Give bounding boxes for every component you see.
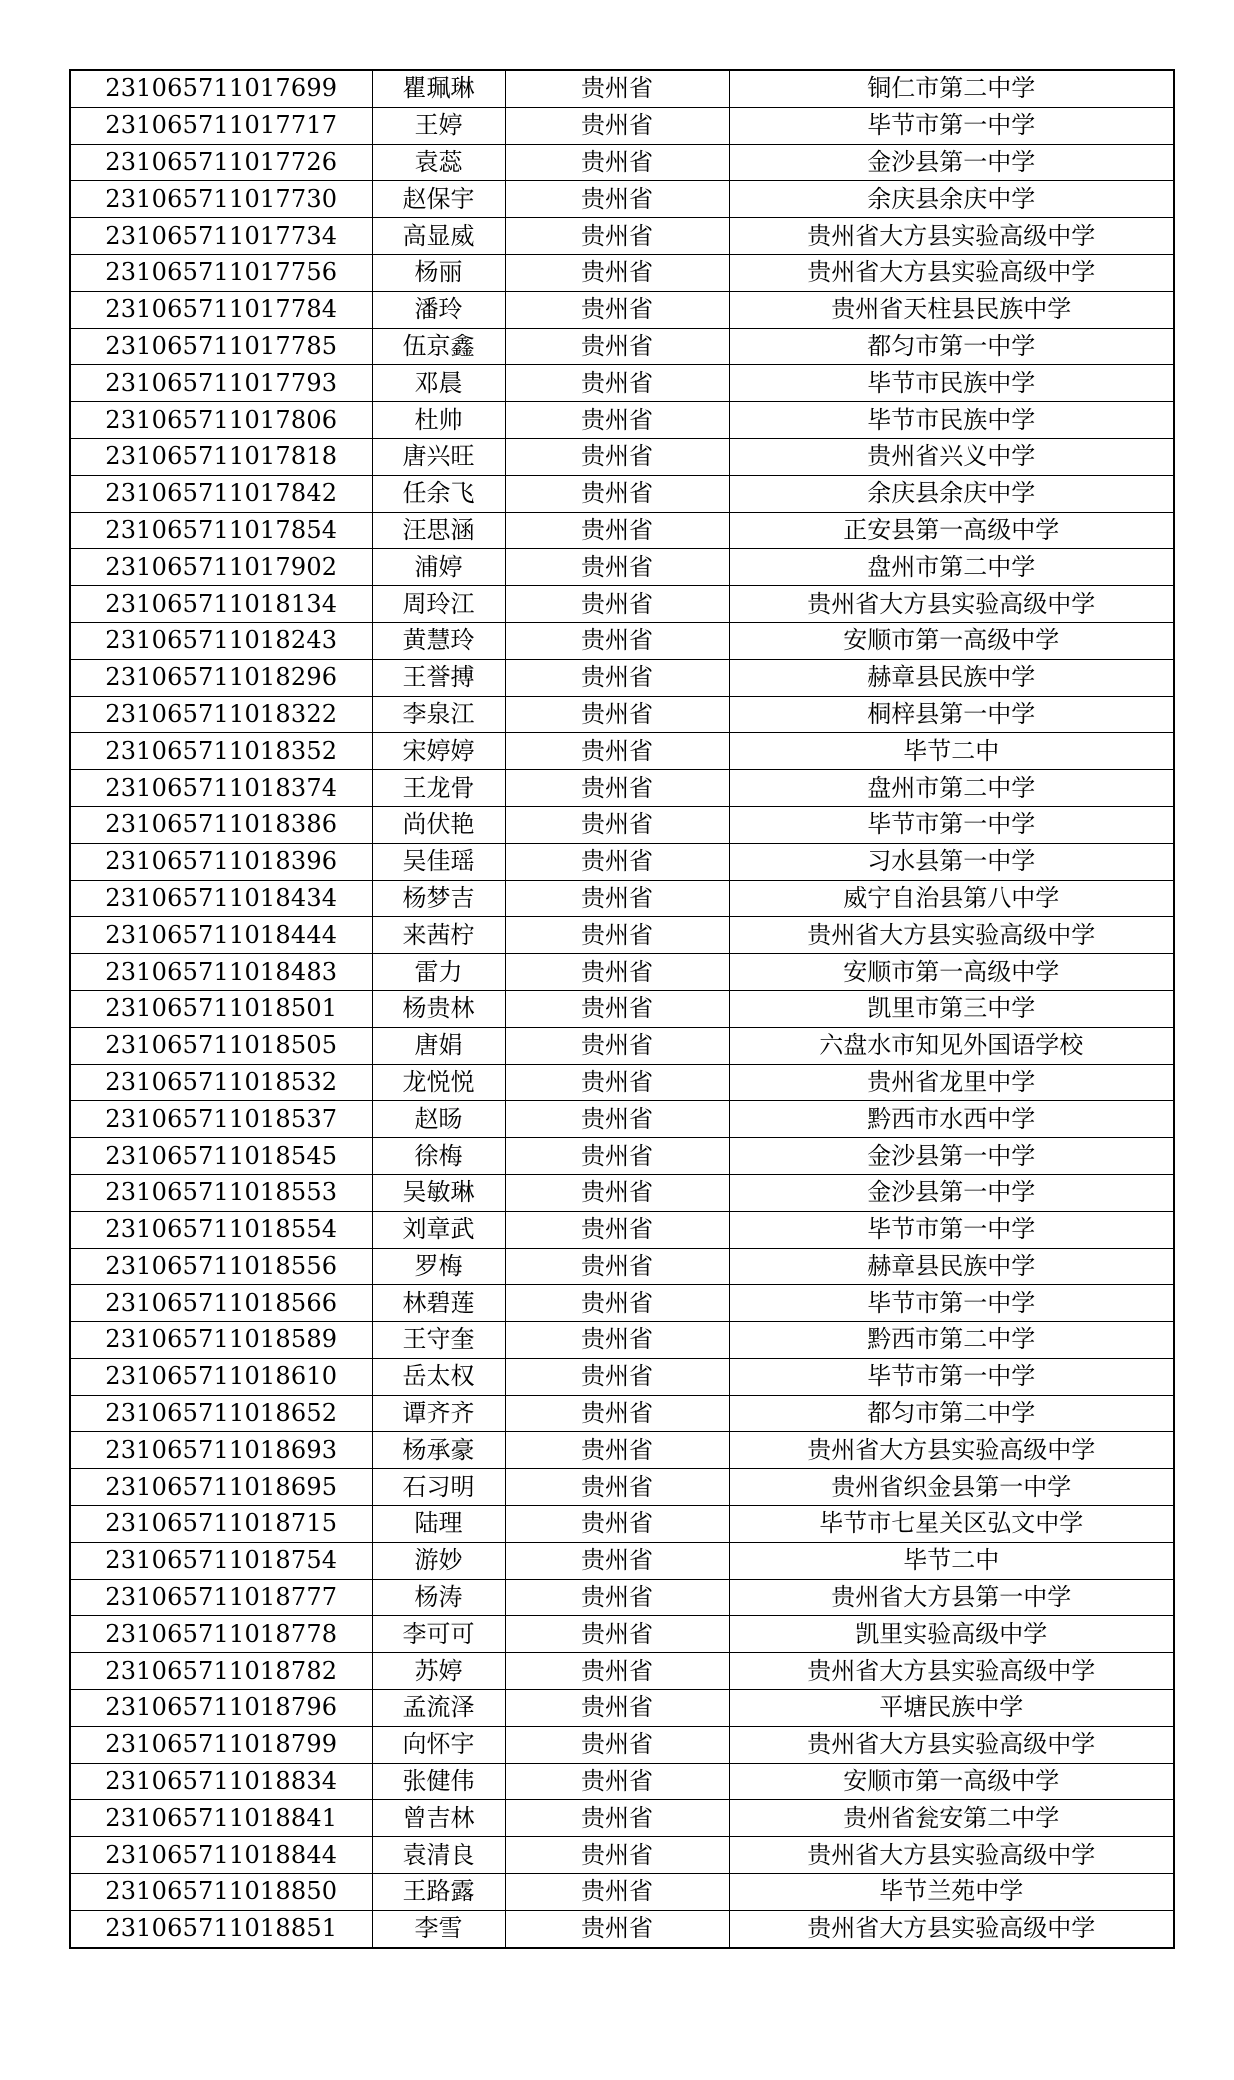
student-name-cell: 吴佳瑶	[372, 843, 505, 880]
candidate-id-cell: 231065711018782	[70, 1653, 372, 1690]
province-cell: 贵州省	[505, 1101, 729, 1138]
student-name-cell: 谭齐齐	[372, 1395, 505, 1432]
table-row	[70, 880, 1174, 917]
school-cell: 贵州省大方县实验高级中学	[729, 917, 1174, 954]
table-row	[70, 1395, 1174, 1432]
school-cell: 赫章县民族中学	[729, 1248, 1174, 1285]
table-row	[70, 1653, 1174, 1690]
province-cell: 贵州省	[505, 1616, 729, 1653]
candidate-id-cell: 231065711018134	[70, 586, 372, 623]
student-name-cell: 龙悦悦	[372, 1064, 505, 1101]
province-cell: 贵州省	[505, 1469, 729, 1506]
province-cell: 贵州省	[505, 990, 729, 1027]
student-name-cell: 王婷	[372, 107, 505, 144]
candidate-id-cell: 231065711018296	[70, 659, 372, 696]
student-name-cell: 李泉江	[372, 696, 505, 733]
province-cell: 贵州省	[505, 1579, 729, 1616]
student-name-cell: 杨贵林	[372, 990, 505, 1027]
table-row	[70, 1322, 1174, 1359]
province-cell: 贵州省	[505, 218, 729, 255]
school-cell: 贵州省大方县实验高级中学	[729, 1910, 1174, 1947]
school-cell: 贵州省天柱县民族中学	[729, 291, 1174, 328]
candidate-id-cell: 231065711018841	[70, 1800, 372, 1837]
candidate-id-cell: 231065711018396	[70, 843, 372, 880]
table-row	[70, 1064, 1174, 1101]
province-cell: 贵州省	[505, 1726, 729, 1763]
province-cell: 贵州省	[505, 1358, 729, 1395]
student-name-cell: 曾吉林	[372, 1800, 505, 1837]
table-row	[70, 254, 1174, 291]
candidate-id-cell: 231065711018566	[70, 1285, 372, 1322]
candidate-id-cell: 231065711018537	[70, 1101, 372, 1138]
table-row	[70, 1910, 1174, 1947]
table-row	[70, 144, 1174, 181]
candidate-id-cell: 231065711018352	[70, 733, 372, 770]
roster-body	[70, 70, 1174, 1948]
candidate-id-cell: 231065711018505	[70, 1027, 372, 1064]
candidate-id-cell: 231065711018754	[70, 1542, 372, 1579]
student-name-cell: 邓晨	[372, 365, 505, 402]
province-cell: 贵州省	[505, 880, 729, 917]
province-cell: 贵州省	[505, 1064, 729, 1101]
school-cell: 贵州省瓮安第二中学	[729, 1800, 1174, 1837]
province-cell: 贵州省	[505, 770, 729, 807]
student-name-cell: 杨承豪	[372, 1432, 505, 1469]
province-cell: 贵州省	[505, 1285, 729, 1322]
student-name-cell: 伍京鑫	[372, 328, 505, 365]
table-row	[70, 1285, 1174, 1322]
candidate-id-cell: 231065711018652	[70, 1395, 372, 1432]
candidate-id-cell: 231065711017699	[70, 70, 372, 107]
candidate-id-cell: 231065711018695	[70, 1469, 372, 1506]
candidate-id-cell: 231065711017726	[70, 144, 372, 181]
candidate-id-cell: 231065711018434	[70, 880, 372, 917]
student-name-cell: 杨涛	[372, 1579, 505, 1616]
student-name-cell: 杜帅	[372, 402, 505, 439]
candidate-id-cell: 231065711018844	[70, 1837, 372, 1874]
school-cell: 毕节二中	[729, 1542, 1174, 1579]
candidate-id-cell: 231065711018322	[70, 696, 372, 733]
province-cell: 贵州省	[505, 1027, 729, 1064]
province-cell: 贵州省	[505, 181, 729, 218]
candidate-id-cell: 231065711017734	[70, 218, 372, 255]
province-cell: 贵州省	[505, 1506, 729, 1543]
student-name-cell: 尚伏艳	[372, 806, 505, 843]
student-name-cell: 唐兴旺	[372, 438, 505, 475]
table-row	[70, 1616, 1174, 1653]
school-cell: 贵州省大方县实验高级中学	[729, 218, 1174, 255]
school-cell: 贵州省大方县实验高级中学	[729, 254, 1174, 291]
province-cell: 贵州省	[505, 1800, 729, 1837]
table-row	[70, 181, 1174, 218]
student-name-cell: 来茜柠	[372, 917, 505, 954]
student-name-cell: 赵旸	[372, 1101, 505, 1138]
school-cell: 凯里实验高级中学	[729, 1616, 1174, 1653]
table-row	[70, 402, 1174, 439]
candidate-id-cell: 231065711018850	[70, 1874, 372, 1911]
table-row	[70, 475, 1174, 512]
table-row	[70, 1690, 1174, 1727]
candidate-id-cell: 231065711017793	[70, 365, 372, 402]
province-cell: 贵州省	[505, 1211, 729, 1248]
province-cell: 贵州省	[505, 954, 729, 991]
student-name-cell: 苏婷	[372, 1653, 505, 1690]
table-row	[70, 1248, 1174, 1285]
table-row	[70, 1358, 1174, 1395]
school-cell: 黔西市水西中学	[729, 1101, 1174, 1138]
province-cell: 贵州省	[505, 1174, 729, 1211]
candidate-id-cell: 231065711018483	[70, 954, 372, 991]
school-cell: 安顺市第一高级中学	[729, 622, 1174, 659]
candidate-id-cell: 231065711018610	[70, 1358, 372, 1395]
roster-table	[69, 69, 1175, 1949]
candidate-id-cell: 231065711018554	[70, 1211, 372, 1248]
province-cell: 贵州省	[505, 733, 729, 770]
province-cell: 贵州省	[505, 438, 729, 475]
student-name-cell: 袁蕊	[372, 144, 505, 181]
school-cell: 毕节兰苑中学	[729, 1874, 1174, 1911]
table-row	[70, 843, 1174, 880]
table-row	[70, 365, 1174, 402]
school-cell: 毕节市民族中学	[729, 402, 1174, 439]
province-cell: 贵州省	[505, 1837, 729, 1874]
school-cell: 毕节市第一中学	[729, 806, 1174, 843]
table-row	[70, 1874, 1174, 1911]
student-name-cell: 宋婷婷	[372, 733, 505, 770]
province-cell: 贵州省	[505, 475, 729, 512]
candidate-id-cell: 231065711017902	[70, 549, 372, 586]
student-name-cell: 雷力	[372, 954, 505, 991]
table-row	[70, 1763, 1174, 1800]
province-cell: 贵州省	[505, 549, 729, 586]
table-row	[70, 1506, 1174, 1543]
school-cell: 贵州省大方县实验高级中学	[729, 586, 1174, 623]
candidate-id-cell: 231065711018851	[70, 1910, 372, 1947]
school-cell: 黔西市第二中学	[729, 1322, 1174, 1359]
student-name-cell: 林碧莲	[372, 1285, 505, 1322]
school-cell: 贵州省大方县实验高级中学	[729, 1432, 1174, 1469]
school-cell: 毕节市民族中学	[729, 365, 1174, 402]
school-cell: 正安县第一高级中学	[729, 512, 1174, 549]
candidate-id-cell: 231065711018834	[70, 1763, 372, 1800]
school-cell: 威宁自治县第八中学	[729, 880, 1174, 917]
student-name-cell: 潘玲	[372, 291, 505, 328]
table-row	[70, 512, 1174, 549]
candidate-id-cell: 231065711017818	[70, 438, 372, 475]
table-row	[70, 954, 1174, 991]
candidate-id-cell: 231065711018693	[70, 1432, 372, 1469]
table-row	[70, 438, 1174, 475]
candidate-id-cell: 231065711018777	[70, 1579, 372, 1616]
student-name-cell: 高显威	[372, 218, 505, 255]
province-cell: 贵州省	[505, 512, 729, 549]
student-name-cell: 王守奎	[372, 1322, 505, 1359]
candidate-id-cell: 231065711018589	[70, 1322, 372, 1359]
student-name-cell: 李可可	[372, 1616, 505, 1653]
school-cell: 贵州省大方县实验高级中学	[729, 1653, 1174, 1690]
student-name-cell: 吴敏琳	[372, 1174, 505, 1211]
school-cell: 贵州省大方县实验高级中学	[729, 1726, 1174, 1763]
student-name-cell: 徐梅	[372, 1138, 505, 1175]
table-row	[70, 70, 1174, 107]
school-cell: 赫章县民族中学	[729, 659, 1174, 696]
province-cell: 贵州省	[505, 696, 729, 733]
school-cell: 贵州省大方县实验高级中学	[729, 1837, 1174, 1874]
province-cell: 贵州省	[505, 291, 729, 328]
school-cell: 贵州省织金县第一中学	[729, 1469, 1174, 1506]
school-cell: 毕节市第一中学	[729, 1211, 1174, 1248]
school-cell: 贵州省龙里中学	[729, 1064, 1174, 1101]
candidate-id-cell: 231065711018796	[70, 1690, 372, 1727]
province-cell: 贵州省	[505, 365, 729, 402]
table-row	[70, 1432, 1174, 1469]
province-cell: 贵州省	[505, 1874, 729, 1911]
student-name-cell: 赵保宇	[372, 181, 505, 218]
table-row	[70, 1800, 1174, 1837]
school-cell: 安顺市第一高级中学	[729, 1763, 1174, 1800]
province-cell: 贵州省	[505, 917, 729, 954]
school-cell: 金沙县第一中学	[729, 1138, 1174, 1175]
school-cell: 铜仁市第二中学	[729, 70, 1174, 107]
table-row	[70, 1027, 1174, 1064]
candidate-id-cell: 231065711017806	[70, 402, 372, 439]
candidate-id-cell: 231065711018545	[70, 1138, 372, 1175]
province-cell: 贵州省	[505, 1910, 729, 1947]
table-row	[70, 1469, 1174, 1506]
table-row	[70, 622, 1174, 659]
student-name-cell: 孟流泽	[372, 1690, 505, 1727]
table-row	[70, 218, 1174, 255]
candidate-id-cell: 231065711018799	[70, 1726, 372, 1763]
school-cell: 都匀市第一中学	[729, 328, 1174, 365]
table-row	[70, 549, 1174, 586]
school-cell: 余庆县余庆中学	[729, 181, 1174, 218]
candidate-id-cell: 231065711018778	[70, 1616, 372, 1653]
candidate-id-cell: 231065711017756	[70, 254, 372, 291]
candidate-id-cell: 231065711017785	[70, 328, 372, 365]
table-row	[70, 659, 1174, 696]
student-name-cell: 任余飞	[372, 475, 505, 512]
table-row	[70, 806, 1174, 843]
school-cell: 毕节市第一中学	[729, 107, 1174, 144]
school-cell: 毕节市第一中学	[729, 1285, 1174, 1322]
student-name-cell: 汪思涵	[372, 512, 505, 549]
school-cell: 桐梓县第一中学	[729, 696, 1174, 733]
student-name-cell: 王龙骨	[372, 770, 505, 807]
province-cell: 贵州省	[505, 1138, 729, 1175]
student-name-cell: 浦婷	[372, 549, 505, 586]
school-cell: 安顺市第一高级中学	[729, 954, 1174, 991]
table-row	[70, 917, 1174, 954]
student-name-cell: 杨梦吉	[372, 880, 505, 917]
student-name-cell: 李雪	[372, 1910, 505, 1947]
school-cell: 习水县第一中学	[729, 843, 1174, 880]
province-cell: 贵州省	[505, 622, 729, 659]
province-cell: 贵州省	[505, 843, 729, 880]
student-name-cell: 杨丽	[372, 254, 505, 291]
province-cell: 贵州省	[505, 402, 729, 439]
student-name-cell: 瞿珮琳	[372, 70, 505, 107]
table-row	[70, 1174, 1174, 1211]
school-cell: 毕节市七星关区弘文中学	[729, 1506, 1174, 1543]
province-cell: 贵州省	[505, 586, 729, 623]
school-cell: 凯里市第三中学	[729, 990, 1174, 1027]
table-row	[70, 990, 1174, 1027]
student-name-cell: 罗梅	[372, 1248, 505, 1285]
candidate-id-cell: 231065711017854	[70, 512, 372, 549]
province-cell: 贵州省	[505, 1653, 729, 1690]
school-cell: 六盘水市知见外国语学校	[729, 1027, 1174, 1064]
province-cell: 贵州省	[505, 1432, 729, 1469]
candidate-id-cell: 231065711017730	[70, 181, 372, 218]
province-cell: 贵州省	[505, 1542, 729, 1579]
school-cell: 盘州市第二中学	[729, 770, 1174, 807]
table-row	[70, 1726, 1174, 1763]
province-cell: 贵州省	[505, 70, 729, 107]
school-cell: 贵州省兴义中学	[729, 438, 1174, 475]
student-name-cell: 王路露	[372, 1874, 505, 1911]
province-cell: 贵州省	[505, 806, 729, 843]
candidate-id-cell: 231065711018553	[70, 1174, 372, 1211]
province-cell: 贵州省	[505, 144, 729, 181]
province-cell: 贵州省	[505, 659, 729, 696]
student-name-cell: 张健伟	[372, 1763, 505, 1800]
student-name-cell: 向怀宇	[372, 1726, 505, 1763]
candidate-id-cell: 231065711017717	[70, 107, 372, 144]
candidate-id-cell: 231065711017842	[70, 475, 372, 512]
school-cell: 金沙县第一中学	[729, 144, 1174, 181]
school-cell: 金沙县第一中学	[729, 1174, 1174, 1211]
table-row	[70, 328, 1174, 365]
school-cell: 余庆县余庆中学	[729, 475, 1174, 512]
table-row	[70, 696, 1174, 733]
table-row	[70, 1211, 1174, 1248]
candidate-id-cell: 231065711018501	[70, 990, 372, 1027]
student-name-cell: 岳太权	[372, 1358, 505, 1395]
student-name-cell: 陆理	[372, 1506, 505, 1543]
student-name-cell: 刘章武	[372, 1211, 505, 1248]
candidate-id-cell: 231065711018444	[70, 917, 372, 954]
province-cell: 贵州省	[505, 254, 729, 291]
school-cell: 盘州市第二中学	[729, 549, 1174, 586]
table-row	[70, 586, 1174, 623]
student-name-cell: 王誉搏	[372, 659, 505, 696]
table-row	[70, 733, 1174, 770]
student-name-cell: 游妙	[372, 1542, 505, 1579]
table-row	[70, 1542, 1174, 1579]
school-cell: 毕节市第一中学	[729, 1358, 1174, 1395]
school-cell: 贵州省大方县第一中学	[729, 1579, 1174, 1616]
student-name-cell: 唐娟	[372, 1027, 505, 1064]
province-cell: 贵州省	[505, 328, 729, 365]
student-name-cell: 袁清良	[372, 1837, 505, 1874]
table-row	[70, 1837, 1174, 1874]
table-row	[70, 291, 1174, 328]
province-cell: 贵州省	[505, 1395, 729, 1432]
candidate-id-cell: 231065711017784	[70, 291, 372, 328]
student-name-cell: 石习明	[372, 1469, 505, 1506]
province-cell: 贵州省	[505, 1248, 729, 1285]
candidate-id-cell: 231065711018386	[70, 806, 372, 843]
province-cell: 贵州省	[505, 1690, 729, 1727]
province-cell: 贵州省	[505, 1322, 729, 1359]
table-row	[70, 1579, 1174, 1616]
candidate-id-cell: 231065711018532	[70, 1064, 372, 1101]
school-cell: 都匀市第二中学	[729, 1395, 1174, 1432]
candidate-id-cell: 231065711018556	[70, 1248, 372, 1285]
candidate-id-cell: 231065711018715	[70, 1506, 372, 1543]
candidate-id-cell: 231065711018243	[70, 622, 372, 659]
province-cell: 贵州省	[505, 1763, 729, 1800]
table-row	[70, 1101, 1174, 1138]
school-cell: 毕节二中	[729, 733, 1174, 770]
student-name-cell: 黄慧玲	[372, 622, 505, 659]
table-row	[70, 770, 1174, 807]
candidate-id-cell: 231065711018374	[70, 770, 372, 807]
table-row	[70, 107, 1174, 144]
school-cell: 平塘民族中学	[729, 1690, 1174, 1727]
table-row	[70, 1138, 1174, 1175]
province-cell: 贵州省	[505, 107, 729, 144]
student-name-cell: 周玲江	[372, 586, 505, 623]
